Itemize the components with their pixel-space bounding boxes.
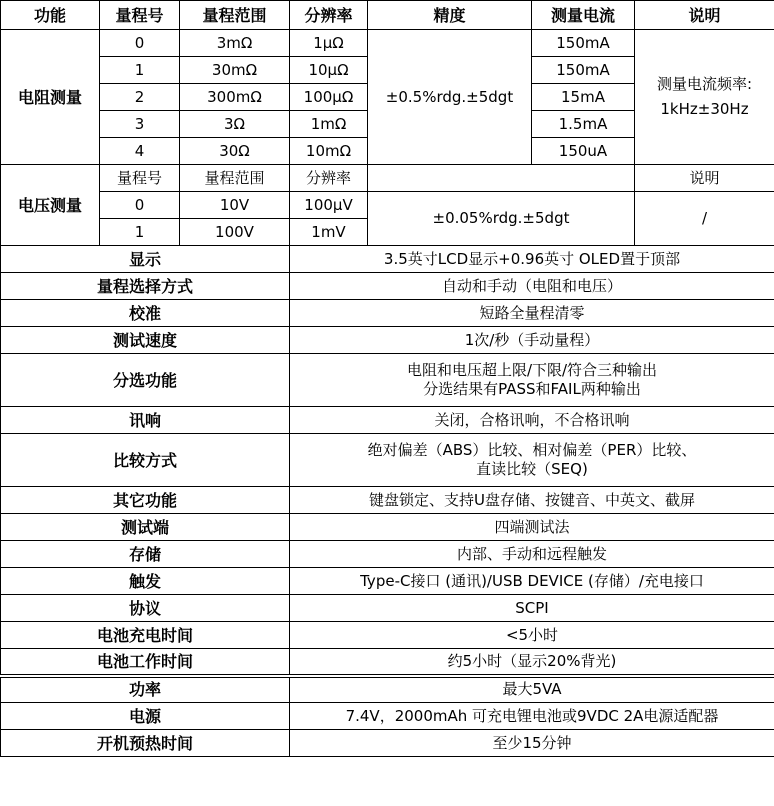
range-cell: 30Ω: [180, 138, 290, 165]
resistance-accuracy: ±0.5%rdg.±5dgt: [368, 30, 532, 165]
header-resolution: 分辨率: [290, 1, 368, 30]
voltage-subheader-note: 说明: [635, 165, 774, 192]
current-cell: 150uA: [532, 138, 635, 165]
resolution-cell: 10μΩ: [290, 57, 368, 84]
spec-label: 存储: [1, 541, 290, 568]
header-function: 功能: [1, 1, 100, 30]
spec-label: 电池工作时间: [1, 649, 290, 676]
range-no-cell: 0: [100, 192, 180, 219]
spec-label: 电源: [1, 703, 290, 730]
spec-row-protocol: [1, 595, 774, 622]
header-row: [1, 1, 774, 30]
resolution-cell: 100μV: [290, 192, 368, 219]
spec-label: 比较方式: [1, 434, 290, 487]
range-cell: 10V: [180, 192, 290, 219]
spec-value: 短路全量程清零: [290, 300, 774, 327]
resistance-label: 电阻测量: [1, 30, 100, 165]
spec-row-display: [1, 246, 774, 273]
spec-row-supply: [1, 703, 774, 730]
spec-value: 约5小时（显示20%背光): [290, 649, 774, 676]
header-accuracy: 精度: [368, 1, 532, 30]
note-line-2: 1kHz±30Hz: [660, 100, 749, 118]
resolution-cell: 10mΩ: [290, 138, 368, 165]
spec-row-calibration: [1, 300, 774, 327]
range-no-cell: 2: [100, 84, 180, 111]
spec-label: 测试速度: [1, 327, 290, 354]
spec-label: 其它功能: [1, 487, 290, 514]
range-no-cell: 1: [100, 57, 180, 84]
spec-label: 讯响: [1, 407, 290, 434]
spec-value-line-1: 电阻和电压超上限/下限/符合三种输出: [406, 361, 658, 379]
header-range-no: 量程号: [100, 1, 180, 30]
voltage-note: /: [635, 192, 774, 246]
spec-value: 键盘锁定、支持U盘存储、按键音、中英文、截屏: [290, 487, 774, 514]
spec-value: Type-C接口 (通讯)/USB DEVICE (存储）/充电接口: [290, 568, 774, 595]
current-cell: 15mA: [532, 84, 635, 111]
range-cell: 30mΩ: [180, 57, 290, 84]
resistance-note: [635, 30, 774, 165]
spec-label: 开机预热时间: [1, 730, 290, 757]
spec-value: 1次/秒（手动量程）: [290, 327, 774, 354]
spec-value-line-1: 绝对偏差（ABS）比较、相对偏差（PER）比较、: [367, 441, 697, 459]
range-no-cell: 0: [100, 30, 180, 57]
range-cell: 3Ω: [180, 111, 290, 138]
current-cell: 150mA: [532, 57, 635, 84]
spec-label: 分选功能: [1, 354, 290, 407]
range-no-cell: 4: [100, 138, 180, 165]
voltage-subheader-blank: [368, 165, 635, 192]
spec-row-compare: [1, 434, 774, 487]
spec-value: SCPI: [290, 595, 774, 622]
spec-value: 至少15分钟: [290, 730, 774, 757]
spec-label: 测试端: [1, 514, 290, 541]
table-row: [1, 192, 774, 219]
table-row: [1, 30, 774, 57]
spec-value: [290, 434, 774, 487]
spec-row-beep: [1, 407, 774, 434]
resolution-cell: 1mΩ: [290, 111, 368, 138]
spec-row-warmup: [1, 730, 774, 757]
spec-value: <5小时: [290, 622, 774, 649]
spec-row-battery-life: [1, 649, 774, 676]
spec-label: 协议: [1, 595, 290, 622]
voltage-subheader-range: 量程范围: [180, 165, 290, 192]
spec-value: 自动和手动（电阻和电压）: [290, 273, 774, 300]
spec-row-charge-time: [1, 622, 774, 649]
range-no-cell: 3: [100, 111, 180, 138]
spec-row-other: [1, 487, 774, 514]
voltage-subheader-no: 量程号: [100, 165, 180, 192]
spec-row-trigger: [1, 568, 774, 595]
resolution-cell: 1μΩ: [290, 30, 368, 57]
range-cell: 3mΩ: [180, 30, 290, 57]
spec-row-test-speed: [1, 327, 774, 354]
spec-value: 四端测试法: [290, 514, 774, 541]
table-row: [1, 165, 774, 192]
header-note: 说明: [635, 1, 774, 30]
spec-label: 电池充电时间: [1, 622, 290, 649]
spec-value-line-2: 分选结果有PASS和FAIL两种输出: [423, 380, 641, 398]
current-cell: 1.5mA: [532, 111, 635, 138]
spec-row-power: [1, 676, 774, 703]
current-cell: 150mA: [532, 30, 635, 57]
voltage-label: 电压测量: [1, 165, 100, 246]
spec-value: 3.5英寸LCD显示+0.96英寸 OLED置于顶部: [290, 246, 774, 273]
spec-label: 触发: [1, 568, 290, 595]
spec-value: 最大5VA: [290, 676, 774, 703]
resolution-cell: 100μΩ: [290, 84, 368, 111]
spec-label: 显示: [1, 246, 290, 273]
range-cell: 100V: [180, 219, 290, 246]
spec-label: 校准: [1, 300, 290, 327]
spec-value: 关闭，合格讯响，不合格讯响: [290, 407, 774, 434]
note-line-1: 测量电流频率:: [656, 75, 753, 93]
voltage-subheader-resolution: 分辨率: [290, 165, 368, 192]
header-current: 测量电流: [532, 1, 635, 30]
voltage-accuracy: ±0.05%rdg.±5dgt: [368, 192, 635, 246]
spec-label: 功率: [1, 676, 290, 703]
spec-row-storage: [1, 541, 774, 568]
spec-value-line-2: 直读比较（SEQ): [476, 460, 588, 478]
range-no-cell: 1: [100, 219, 180, 246]
spec-row-range-select: [1, 273, 774, 300]
spec-value: 内部、手动和远程触发: [290, 541, 774, 568]
spec-row-terminal: [1, 514, 774, 541]
spec-label: 量程选择方式: [1, 273, 290, 300]
spec-row-sorting: [1, 354, 774, 407]
spec-value: 7.4V，2000mAh 可充电锂电池或9VDC 2A电源适配器: [290, 703, 774, 730]
header-range: 量程范围: [180, 1, 290, 30]
spec-value: [290, 354, 774, 407]
resolution-cell: 1mV: [290, 219, 368, 246]
range-cell: 300mΩ: [180, 84, 290, 111]
